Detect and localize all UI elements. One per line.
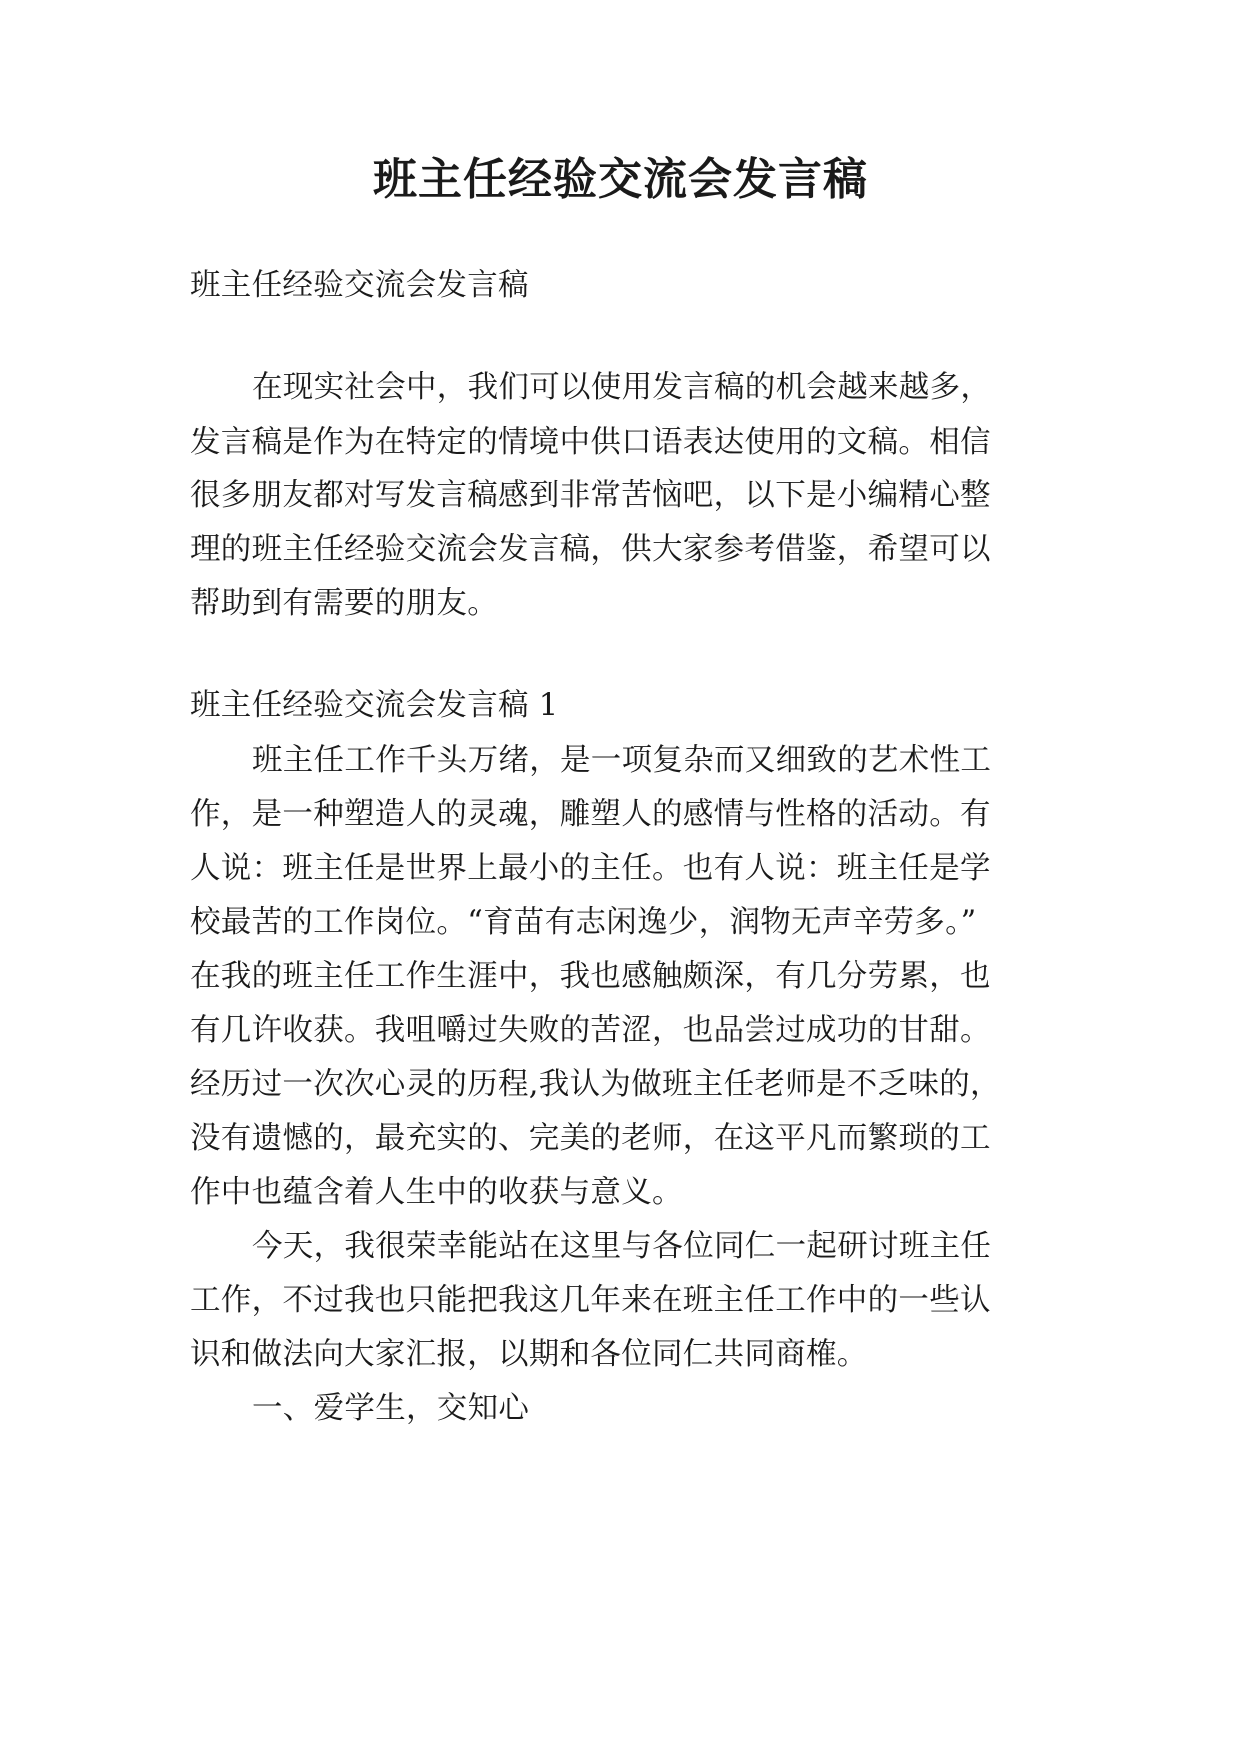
paragraph-line: 识和做法向大家汇报，以期和各位同仁共同商榷。: [190, 1337, 868, 1372]
paragraph-line: 经历过一次次心灵的历程,我认为做班主任老师是不乏味的，: [190, 1067, 1001, 1102]
document-title: 班主任经验交流会发言稿: [373, 154, 868, 205]
paragraph-line: 校最苦的工作岗位。“育苗有志闲逸少，润物无声辛劳多。”: [190, 905, 977, 940]
intro-line: 帮助到有需要的朋友。: [190, 586, 498, 621]
paragraph-line: 今天，我很荣幸能站在这里与各位同仁一起研讨班主任: [252, 1229, 992, 1264]
paragraph-line: 没有遗憾的，最充实的、完美的老师，在这平凡而繁琐的工: [190, 1121, 991, 1156]
paragraph-line: 有几许收获。我咀嚼过失败的苦涩，也品尝过成功的甘甜。: [190, 1013, 991, 1048]
paragraph-line: 作中也蕴含着人生中的收获与意义。: [190, 1175, 683, 1210]
intro-line: 发言稿是作为在特定的情境中供口语表达使用的文稿。相信: [190, 425, 991, 460]
intro-line: 理的班主任经验交流会发言稿，供大家参考借鉴，希望可以: [190, 532, 991, 567]
paragraph-line: 作，是一种塑造人的灵魂，雕塑人的感情与性格的活动。有: [190, 797, 991, 832]
paragraph-line: 班主任工作千头万绪，是一项复杂而又细致的艺术性工: [252, 743, 992, 778]
section-heading: 班主任经验交流会发言稿 1: [190, 688, 559, 723]
intro-line: 在现实社会中，我们可以使用发言稿的机会越来越多，: [252, 370, 992, 405]
paragraph-line: 人说：班主任是世界上最小的主任。也有人说：班主任是学: [190, 851, 991, 886]
intro-line: 很多朋友都对写发言稿感到非常苦恼吧，以下是小编精心整: [190, 478, 991, 513]
paragraph-line: 工作，不过我也只能把我这几年来在班主任工作中的一些认: [190, 1283, 991, 1318]
point-heading: 一、爱学生，交知心: [252, 1391, 530, 1426]
document-subtitle: 班主任经验交流会发言稿: [190, 268, 529, 303]
paragraph-line: 在我的班主任工作生涯中，我也感触颇深，有几分劳累，也: [190, 959, 991, 994]
